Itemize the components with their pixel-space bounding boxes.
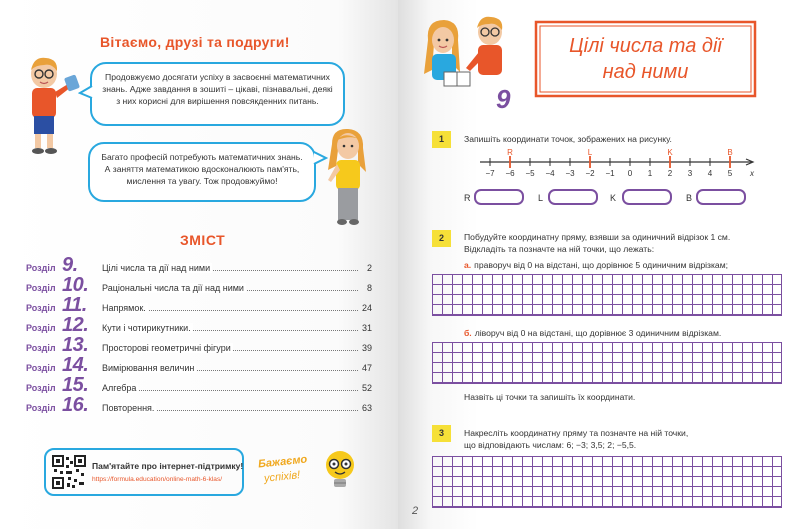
toc-page-number: 8 — [366, 283, 372, 293]
toc-section-number: 12. — [62, 314, 89, 336]
subtask-text: ліворуч від 0 на відстані, що дорівнює 3 одиничним відрізкам. — [474, 328, 722, 338]
toc-page-number: 24 — [361, 303, 372, 313]
toc-row[interactable] — [26, 356, 372, 376]
subtask-letter: б. — [464, 328, 472, 338]
toc-section-number: 14. — [62, 354, 89, 376]
axis-tick-label: 5 — [727, 169, 733, 178]
toc-row[interactable] — [26, 376, 372, 396]
toc-row[interactable] — [26, 256, 372, 276]
answer-box-b[interactable] — [696, 189, 746, 205]
task-number-badge: 3 — [432, 425, 451, 442]
toc-row[interactable] — [26, 336, 372, 356]
task-text — [464, 428, 688, 451]
intro-speech-bubble — [90, 62, 345, 126]
toc-section-label: Розділ — [26, 363, 56, 373]
page-number: 2 — [412, 505, 419, 517]
answer-label-b: B — [686, 193, 693, 203]
axis-variable: x — [750, 169, 754, 178]
toc-section-label: Розділ — [26, 383, 56, 393]
subtask-letter: а. — [464, 260, 472, 270]
task-text-line: що відповідають числам: 6; −3; 3,5; 2; −5,5. — [464, 439, 637, 450]
toc-row[interactable] — [26, 296, 372, 316]
axis-tick-label: 3 — [687, 169, 693, 178]
toc-page-number: 47 — [361, 363, 372, 373]
subtask-a — [464, 260, 728, 270]
number-line — [478, 146, 758, 182]
chapter-title-line1: Цілі числа та дії — [569, 35, 722, 57]
toc-section-title: Просторові геометричні фігури — [102, 343, 231, 353]
task-text — [464, 232, 730, 255]
toc-section-title: Алгебра — [102, 383, 137, 393]
toc-section-title: Вимірювання величин — [102, 363, 195, 373]
axis-tick-label: −1 — [605, 169, 615, 178]
toc-row[interactable] — [26, 316, 372, 336]
toc-section-title: Цілі числа та дії над ними — [102, 263, 211, 273]
toc-row[interactable] — [26, 276, 372, 296]
answer-box-r[interactable] — [474, 189, 524, 205]
task-number-badge: 2 — [432, 230, 451, 247]
answer-label-l: L — [538, 193, 544, 203]
motivation-speech-bubble — [88, 142, 316, 202]
axis-tick-label: 0 — [627, 169, 633, 178]
toc-leader — [102, 390, 358, 391]
toc-section-label: Розділ — [26, 403, 56, 413]
toc-page-number: 2 — [366, 263, 372, 273]
toc-section-label: Розділ — [26, 343, 56, 353]
point-label: B — [727, 148, 733, 157]
toc-section-title: Напрямок. — [102, 303, 146, 313]
chapter-title — [534, 33, 757, 85]
bubble-tail — [78, 84, 94, 100]
kids-reading-illustration — [418, 14, 518, 94]
girl-illustration — [322, 126, 374, 228]
toc-page-number: 63 — [361, 403, 372, 413]
chapter-title-line2: над ними — [602, 61, 689, 83]
axis-tick-label: −5 — [525, 169, 535, 178]
right-page — [398, 0, 800, 529]
toc-section-label: Розділ — [26, 263, 56, 273]
axis-tick-label: −4 — [545, 169, 555, 178]
subtask-text: праворуч від 0 на відстані, що дорівнює 5 одиничним відрізкам; — [474, 260, 729, 270]
boy-illustration — [22, 54, 82, 158]
answer-box-k[interactable] — [622, 189, 672, 205]
point-label: R — [507, 148, 513, 157]
answer-box-l[interactable] — [548, 189, 598, 205]
task-text: Запишіть координати точок, зображених на рисунку. — [464, 134, 672, 144]
wish-text-line1: Бажаємо — [257, 453, 308, 471]
axis-tick-label: −3 — [565, 169, 575, 178]
left-page — [0, 0, 398, 529]
axis-tick-label: −2 — [585, 169, 595, 178]
wish-text-line2: успіхів! — [263, 469, 301, 485]
task-followup: Назвіть ці точки та запишіть їх координати. — [464, 392, 636, 402]
greeting-heading: Вітаємо, друзі та подруги! — [100, 34, 290, 50]
toc-page-number: 39 — [361, 343, 372, 353]
subtask-b — [464, 328, 721, 338]
answer-label-r: R — [464, 193, 471, 203]
support-title: Пам'ятайте про інтернет-підтримку! — [92, 461, 244, 471]
axis-tick-label: 2 — [667, 169, 673, 178]
task-text-line: Накресліть координатну пряму та позначте на ній точки, — [464, 428, 689, 438]
toc-heading: ЗМІСТ — [180, 232, 226, 248]
axis-tick-label: −7 — [485, 169, 495, 178]
toc-page-number: 31 — [361, 323, 372, 333]
toc-row[interactable] — [26, 396, 372, 416]
support-link[interactable]: https://formula.education/online-math-6-klas/ — [92, 476, 223, 483]
axis-tick-label: −6 — [505, 169, 515, 178]
toc-section-number: 11. — [62, 294, 87, 316]
grid-area-3[interactable] — [432, 456, 782, 508]
qr-code-icon[interactable] — [52, 455, 86, 489]
task-text-line: Відкладіть та позначте на ній точки, що лежать: — [464, 243, 655, 254]
grid-area-a[interactable] — [432, 274, 782, 316]
toc-section-number: 15. — [62, 374, 89, 396]
toc-section-number: 16. — [62, 394, 89, 416]
toc-section-label: Розділ — [26, 303, 56, 313]
chapter-number: 9 — [496, 84, 511, 114]
toc-section-number: 10. — [62, 274, 89, 296]
online-support-box[interactable] — [44, 448, 244, 496]
toc-section-label: Розділ — [26, 323, 56, 333]
motivation-text: Багато професій потребують математичних знань. А заняття математикою вдосконалюють пам'ять, мислення та увагу. Тож продовжуймо! — [101, 152, 303, 186]
axis-tick-label: 1 — [647, 169, 653, 178]
grid-area-b[interactable] — [432, 342, 782, 384]
toc-section-title: Повторення. — [102, 403, 155, 413]
toc-section-title: Раціональні числа та дії над ними — [102, 283, 244, 293]
point-label: L — [587, 148, 593, 157]
toc-section-number: 13. — [62, 334, 89, 356]
toc-section-title: Кути і чотирикутники. — [102, 323, 191, 333]
point-label: K — [667, 148, 673, 157]
toc-section-number: 9. — [62, 254, 78, 276]
lightbulb-icon — [322, 448, 358, 492]
toc-section-label: Розділ — [26, 283, 56, 293]
answer-label-k: K — [610, 193, 617, 203]
task-number-badge: 1 — [432, 131, 451, 148]
task-text-line: Побудуйте координатну пряму, взявши за одиничний відрізок 1 см. — [464, 232, 731, 242]
intro-text: Продовжуємо досягати успіху в засвоєнні математичних знань. Адже завдання в зошиті – цікаві, пізнавальні, деякі з них корисні для вирішення повсякденних питань. — [102, 72, 333, 106]
toc-page-number: 52 — [361, 383, 372, 393]
axis-tick-label: 4 — [707, 169, 713, 178]
